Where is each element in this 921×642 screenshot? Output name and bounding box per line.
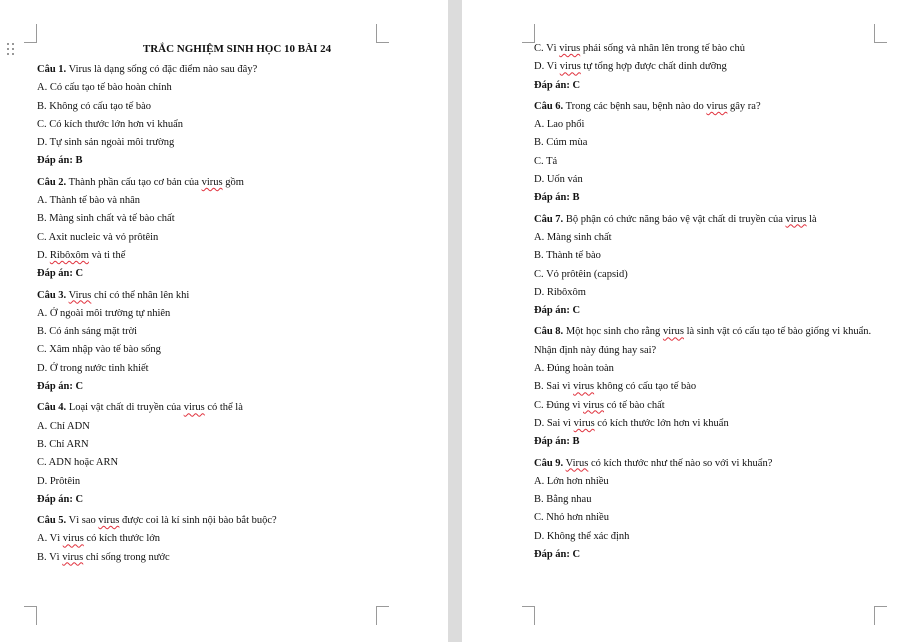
answer-option [534, 171, 904, 189]
page-gap [448, 0, 462, 642]
answer-option [534, 473, 904, 491]
text: A. Lao phổi [534, 119, 585, 131]
answer-option [534, 40, 904, 58]
text: gồm [222, 176, 244, 188]
answer-key: Đáp án: B [37, 155, 83, 167]
question-number: Câu 7. [534, 213, 564, 225]
spellcheck-word: virus [573, 417, 595, 429]
answer-key: Đáp án: C [37, 493, 84, 505]
text: A. Lớn hơn nhiều [534, 475, 609, 487]
question-number: Câu 3. [37, 289, 67, 301]
right-page-content [534, 40, 904, 564]
text: B. Cúm mùa [534, 137, 588, 149]
text: B. Có ánh sáng mặt trời [37, 326, 138, 338]
question-number: Câu 8. [534, 326, 564, 338]
answer-option [37, 323, 417, 341]
text: chỉ có thể nhân lên khi [91, 289, 190, 301]
answer-key: Đáp án: C [37, 381, 84, 393]
answer-option [37, 134, 417, 152]
answer-option [534, 528, 904, 546]
spellcheck-word: virus [201, 176, 223, 188]
drag-handle-icon[interactable] [7, 43, 17, 57]
question-number: Câu 5. [37, 515, 67, 527]
answer-option [37, 116, 417, 134]
text: C. Xâm nhập vào tế bào sống [37, 344, 161, 356]
text: B. Chỉ ARN [37, 438, 89, 450]
text: là sinh vật có cấu tạo tế bào giống vi khuẩn. [683, 326, 872, 338]
text: B. Vì [37, 551, 63, 563]
text: C. Tả [534, 155, 558, 167]
spellcheck-word: virus [559, 61, 581, 73]
text: là [806, 213, 817, 225]
answer-option [534, 415, 904, 433]
question-stem [534, 455, 904, 473]
text: Một học sinh cho rằng [563, 326, 663, 338]
text: A. Vì [37, 533, 63, 545]
text: phải sống và nhân lên trong tế bào chủ [580, 43, 745, 54]
text: D. [37, 249, 50, 261]
answer-option [37, 454, 417, 472]
question-stem [534, 323, 904, 341]
answer-option [534, 229, 904, 247]
text: được coi là kí sinh nội bào bắt buộc? [119, 515, 277, 527]
crop-mark-bottom-left [522, 606, 535, 625]
answer-option [534, 116, 904, 134]
text: B. Không có cấu tạo tế bào [37, 100, 152, 112]
text: chỉ sống trong nước [83, 551, 170, 563]
spellcheck-word: virus [62, 533, 84, 545]
text: A. Màng sinh chất [534, 231, 612, 243]
text: C. Axit nucleic và vỏ prôtêin [37, 231, 159, 243]
question-stem [37, 174, 417, 192]
text: D. Ở trong nước tinh khiết [37, 362, 149, 374]
text: Virus là dạng sống có đặc điểm nào sau đây? [66, 64, 258, 75]
answer-option [534, 378, 904, 396]
spellcheck-word: Virus [565, 457, 589, 469]
text: D. Vì [534, 61, 560, 73]
spellcheck-word: virus [662, 326, 684, 338]
answer-key: Đáp án: C [534, 305, 581, 317]
answer-option [37, 192, 417, 210]
answer-option [37, 418, 417, 436]
document-page-left [0, 0, 448, 642]
spellcheck-word: virus [785, 213, 807, 225]
question-stem [534, 211, 904, 229]
text: D. Không thể xác định [534, 530, 630, 542]
question-stem [37, 512, 417, 530]
document-page-right [462, 0, 921, 642]
question-number: Câu 4. [37, 402, 67, 414]
text: Vì sao [66, 515, 99, 527]
spellcheck-word: virus [98, 515, 120, 527]
text: C. Vì [534, 43, 560, 54]
question-number: Câu 2. [37, 176, 67, 188]
text: có tế bào chất [604, 399, 665, 411]
text: A. Thành tế bào và nhân [37, 195, 141, 207]
answer-key: Đáp án: C [534, 79, 581, 91]
answer-option [534, 284, 904, 302]
spellcheck-word: virus [573, 381, 595, 393]
text: tự tổng hợp được chất dinh dưỡng [580, 61, 727, 73]
text: có kích thước như thế nào so với vi khuẩn? [588, 457, 773, 469]
text: không có cấu tạo tế bào [594, 381, 697, 393]
text: A. Đúng hoàn toàn [534, 363, 614, 375]
text: và ti thể [88, 249, 126, 261]
text: Trong các bệnh sau, bệnh nào do [563, 100, 707, 112]
spellcheck-word: virus [62, 551, 84, 563]
answer-option [534, 509, 904, 527]
answer-option [37, 305, 417, 323]
document-title: TRẮC NGHIỆM SINH HỌC 10 BÀI 24 [142, 43, 332, 55]
answer-option [534, 247, 904, 265]
answer-option [37, 247, 417, 265]
text: gây ra? [727, 100, 761, 112]
answer-option [37, 79, 417, 97]
text: D. Sai vì [534, 417, 574, 429]
answer-option [534, 134, 904, 152]
answer-key: Đáp án: B [534, 192, 580, 204]
question-stem [37, 287, 417, 305]
question-number: Câu 6. [534, 100, 564, 112]
answer-option [534, 266, 904, 284]
text: D. Prôtêin [37, 475, 81, 487]
spellcheck-word: virus [706, 100, 728, 112]
text: C. Đúng vì [534, 399, 584, 411]
text: C. Có kích thước lớn hơn vi khuẩn [37, 118, 184, 130]
answer-option [534, 491, 904, 509]
answer-option [37, 473, 417, 491]
question-stem-continued: Nhận định này đúng hay sai? [534, 344, 657, 356]
answer-key: Đáp án: C [534, 549, 581, 561]
text: B. Thành tế bào [534, 250, 601, 262]
answer-option [534, 153, 904, 171]
answer-key: Đáp án: B [534, 436, 580, 448]
question-stem [37, 399, 417, 417]
answer-option [37, 436, 417, 454]
text: A. Chỉ ADN [37, 420, 90, 432]
answer-option [37, 530, 417, 548]
text: có thể là [204, 402, 243, 414]
text: A. Ở ngoài môi trường tự nhiên [37, 307, 171, 319]
answer-option [37, 98, 417, 116]
crop-mark-bottom-right [376, 606, 389, 625]
question-number: Câu 1. [37, 64, 67, 75]
left-page-content [37, 40, 417, 567]
crop-mark-top-left [24, 24, 37, 43]
spellcheck-word: Virus [68, 289, 92, 301]
spellcheck-word: Ribôxôm [49, 249, 89, 261]
text: B. Sai vì [534, 381, 574, 393]
spellcheck-word: virus [583, 399, 605, 411]
crop-mark-bottom-right [874, 606, 887, 625]
crop-mark-bottom-left [24, 606, 37, 625]
text: Thành phần cấu tạo cơ bản của [66, 176, 202, 188]
text: B. Bằng nhau [534, 494, 592, 506]
text: D. Ribôxôm [534, 286, 586, 298]
answer-option [534, 58, 904, 76]
text: Loại vật chất di truyền của [66, 402, 184, 414]
text: có kích thước lớn hơn vi khuẩn [594, 417, 729, 429]
text: D. Tự sinh sản ngoài môi trường [37, 137, 175, 149]
question-stem [37, 61, 417, 79]
text: A. Có cấu tạo tế bào hoàn chỉnh [37, 82, 172, 94]
answer-key: Đáp án: C [37, 268, 84, 280]
answer-option [37, 210, 417, 228]
answer-option [37, 341, 417, 359]
answer-option [534, 360, 904, 378]
text: D. Uốn ván [534, 174, 583, 186]
text: C. ADN hoặc ARN [37, 457, 119, 469]
question-stem [534, 98, 904, 116]
spellcheck-word: virus [559, 43, 581, 54]
question-number: Câu 9. [534, 457, 564, 469]
answer-option [37, 549, 417, 567]
text: C. Vỏ prôtêin (capsid) [534, 268, 628, 280]
answer-option [37, 229, 417, 247]
text: có kích thước lớn [83, 533, 161, 545]
text: C. Nhỏ hơn nhiều [534, 512, 609, 524]
answer-option [37, 360, 417, 378]
answer-option [534, 397, 904, 415]
text: B. Màng sinh chất và tế bào chất [37, 213, 175, 225]
text: Bộ phận có chức năng bảo vệ vật chất di truyền của [563, 213, 786, 225]
spellcheck-word: virus [183, 402, 205, 414]
